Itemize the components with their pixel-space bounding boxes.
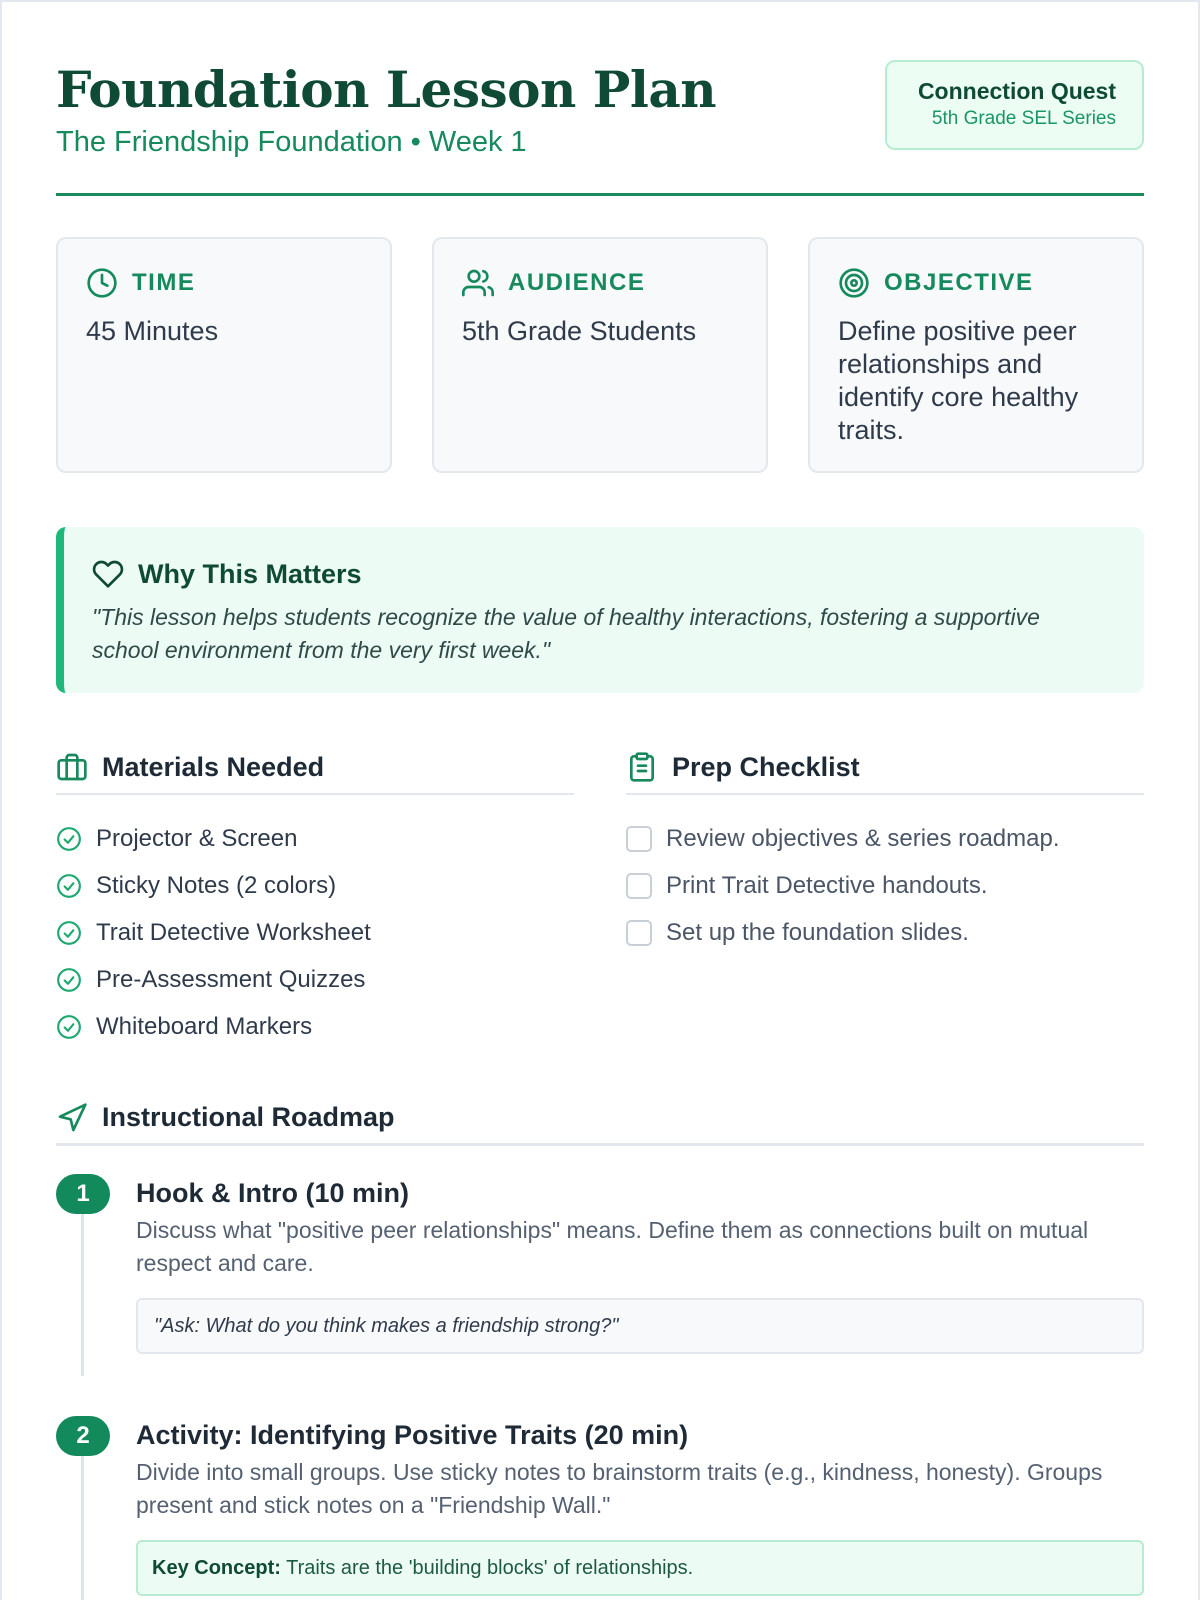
materials-list <box>56 815 574 1050</box>
why-this-matters-callout <box>56 527 1144 693</box>
prep-checkbox[interactable] <box>626 826 652 852</box>
prep-label: Set up the foundation slides. <box>666 918 969 946</box>
timeline-line <box>81 1214 84 1376</box>
step-title: Activity: Identifying Positive Traits (20 min) <box>136 1420 689 1450</box>
check-circle-icon <box>56 967 82 993</box>
list-item <box>56 862 574 909</box>
step-description: Discuss what "positive peer relationships" means. Define them as connections built on mutual respect and care. <box>136 1217 1089 1276</box>
card-objective <box>808 237 1144 473</box>
card-time-value: 45 Minutes <box>86 316 219 346</box>
materials-title: Materials Needed <box>102 751 325 782</box>
material-label: Sticky Notes (2 colors) <box>96 871 337 899</box>
material-label: Whiteboard Markers <box>96 1012 313 1040</box>
material-label: Projector & Screen <box>96 824 298 852</box>
card-audience-label: AUDIENCE <box>508 269 646 296</box>
step-number: 2 <box>56 1416 110 1456</box>
prep-label: Review objectives & series roadmap. <box>666 824 1060 852</box>
series-badge-title: Connection Quest <box>917 78 1116 104</box>
card-objective-label: OBJECTIVE <box>884 269 1034 296</box>
why-title: Why This Matters <box>138 558 362 589</box>
why-quote: "This lesson helps students recognize the value of healthy interactions, fostering a supportive school environment from the very first week." <box>92 604 1040 663</box>
card-time-label: TIME <box>132 269 196 296</box>
key-concept-text: Traits are the 'building blocks' of relationships. <box>280 1557 694 1579</box>
key-concept-label: Key Concept: <box>152 1557 281 1579</box>
step-description: Divide into small groups. Use sticky notes to brainstorm traits (e.g., kindness, honesty). Groups present and stick notes on a "Friendship Wall." <box>136 1459 1103 1518</box>
card-time <box>56 237 392 473</box>
instructional-roadmap <box>56 1100 1144 1596</box>
navigation-icon <box>56 1102 88 1134</box>
page-title: Foundation Lesson Plan <box>56 60 717 119</box>
material-label: Trait Detective Worksheet <box>96 918 371 946</box>
card-audience <box>432 237 768 473</box>
series-badge <box>885 60 1144 150</box>
list-item <box>626 815 1144 862</box>
card-objective-value: Define positive peer relationships and identify core healthy traits. <box>838 316 1079 445</box>
list-item <box>56 909 574 956</box>
heart-icon <box>92 558 124 590</box>
materials-and-prep <box>56 749 1144 1050</box>
key-concept-callout <box>136 1540 1144 1596</box>
material-label: Pre-Assessment Quizzes <box>96 965 366 993</box>
list-item <box>56 1003 574 1050</box>
info-cards <box>56 237 1144 473</box>
timeline-line <box>81 1456 84 1600</box>
page-header <box>56 60 1144 196</box>
materials-section <box>56 749 574 1050</box>
clipboard-icon <box>626 751 658 783</box>
list-item <box>56 956 574 1003</box>
list-item <box>626 862 1144 909</box>
briefcase-icon <box>56 751 88 783</box>
clock-icon <box>86 267 118 299</box>
step-title: Hook & Intro (10 min) <box>136 1178 410 1208</box>
prep-label: Print Trait Detective handouts. <box>666 871 988 899</box>
discussion-prompt: "Ask: What do you think makes a friendship strong?" <box>136 1298 1144 1354</box>
prep-title: Prep Checklist <box>672 751 860 782</box>
roadmap-title: Instructional Roadmap <box>102 1102 395 1132</box>
series-badge-subtitle: 5th Grade SEL Series <box>931 108 1116 129</box>
prep-checkbox[interactable] <box>626 873 652 899</box>
target-icon <box>838 267 870 299</box>
prep-checkbox[interactable] <box>626 920 652 946</box>
card-audience-value: 5th Grade Students <box>462 316 697 346</box>
prep-checklist <box>626 815 1144 956</box>
check-circle-icon <box>56 873 82 899</box>
check-circle-icon <box>56 920 82 946</box>
roadmap-step <box>56 1174 1144 1354</box>
step-number: 1 <box>56 1174 110 1214</box>
check-circle-icon <box>56 826 82 852</box>
list-item <box>56 815 574 862</box>
list-item <box>626 909 1144 956</box>
check-circle-icon <box>56 1014 82 1040</box>
prep-section <box>626 749 1144 1050</box>
roadmap-step <box>56 1416 1144 1596</box>
users-icon <box>462 267 494 299</box>
page-subtitle: The Friendship Foundation • Week 1 <box>56 126 527 158</box>
